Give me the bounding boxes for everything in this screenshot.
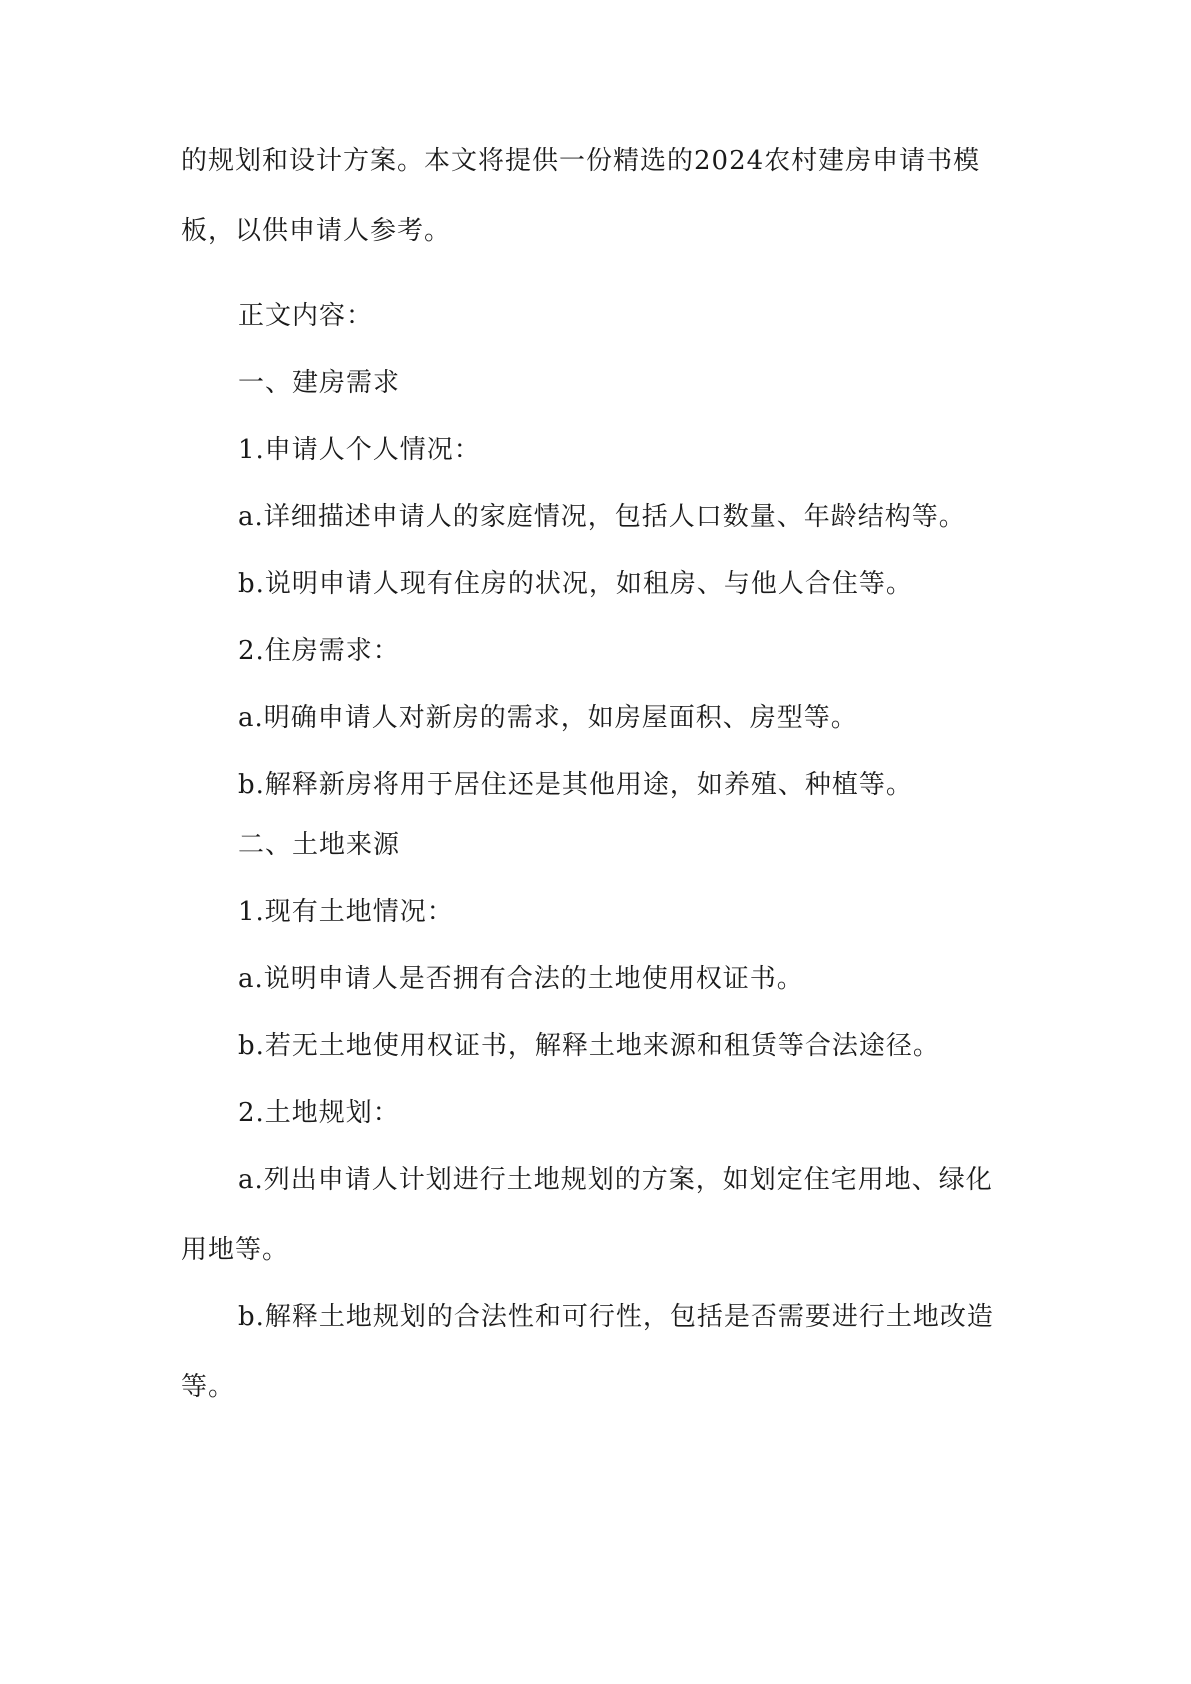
list-item: a.列出申请人计划进行土地规划的方案，如划定住宅用地、绿化用地等。: [181, 1165, 993, 1265]
list-item: a.详细描述申请人的家庭情况，包括人口数量、年龄结构等。: [238, 502, 966, 532]
list-item: b.说明申请人现有住房的状况，如租房、与他人合住等。: [238, 569, 913, 599]
list-item: a.明确申请人对新房的需求，如房屋面积、房型等。: [238, 703, 858, 733]
list-item: a.说明申请人是否拥有合法的土地使用权证书。: [238, 964, 804, 994]
body-heading: 正文内容：: [238, 301, 374, 331]
intro-paragraph: 的规划和设计方案。本文将提供一份精选的2024农村建房申请书模板，以供申请人参考。: [181, 146, 981, 246]
document-body: [181, 126, 1011, 1405]
list-item: b.解释土地规划的合法性和可行性，包括是否需要进行土地改造等。: [181, 1302, 994, 1402]
list-item: b.若无土地使用权证书，解释土地来源和租赁等合法途径。: [238, 1031, 940, 1061]
list-item: 1.申请人个人情况：: [238, 435, 481, 465]
section-heading-2: 二、土地来源: [238, 830, 401, 860]
list-item: 2.住房需求：: [238, 636, 400, 666]
list-item: b.解释新房将用于居住还是其他用途，如养殖、种植等。: [238, 770, 913, 800]
section-heading-1: 一、建房需求: [238, 368, 401, 398]
list-item: 1.现有土地情况：: [238, 897, 454, 927]
list-item: 2.土地规划：: [238, 1098, 400, 1128]
